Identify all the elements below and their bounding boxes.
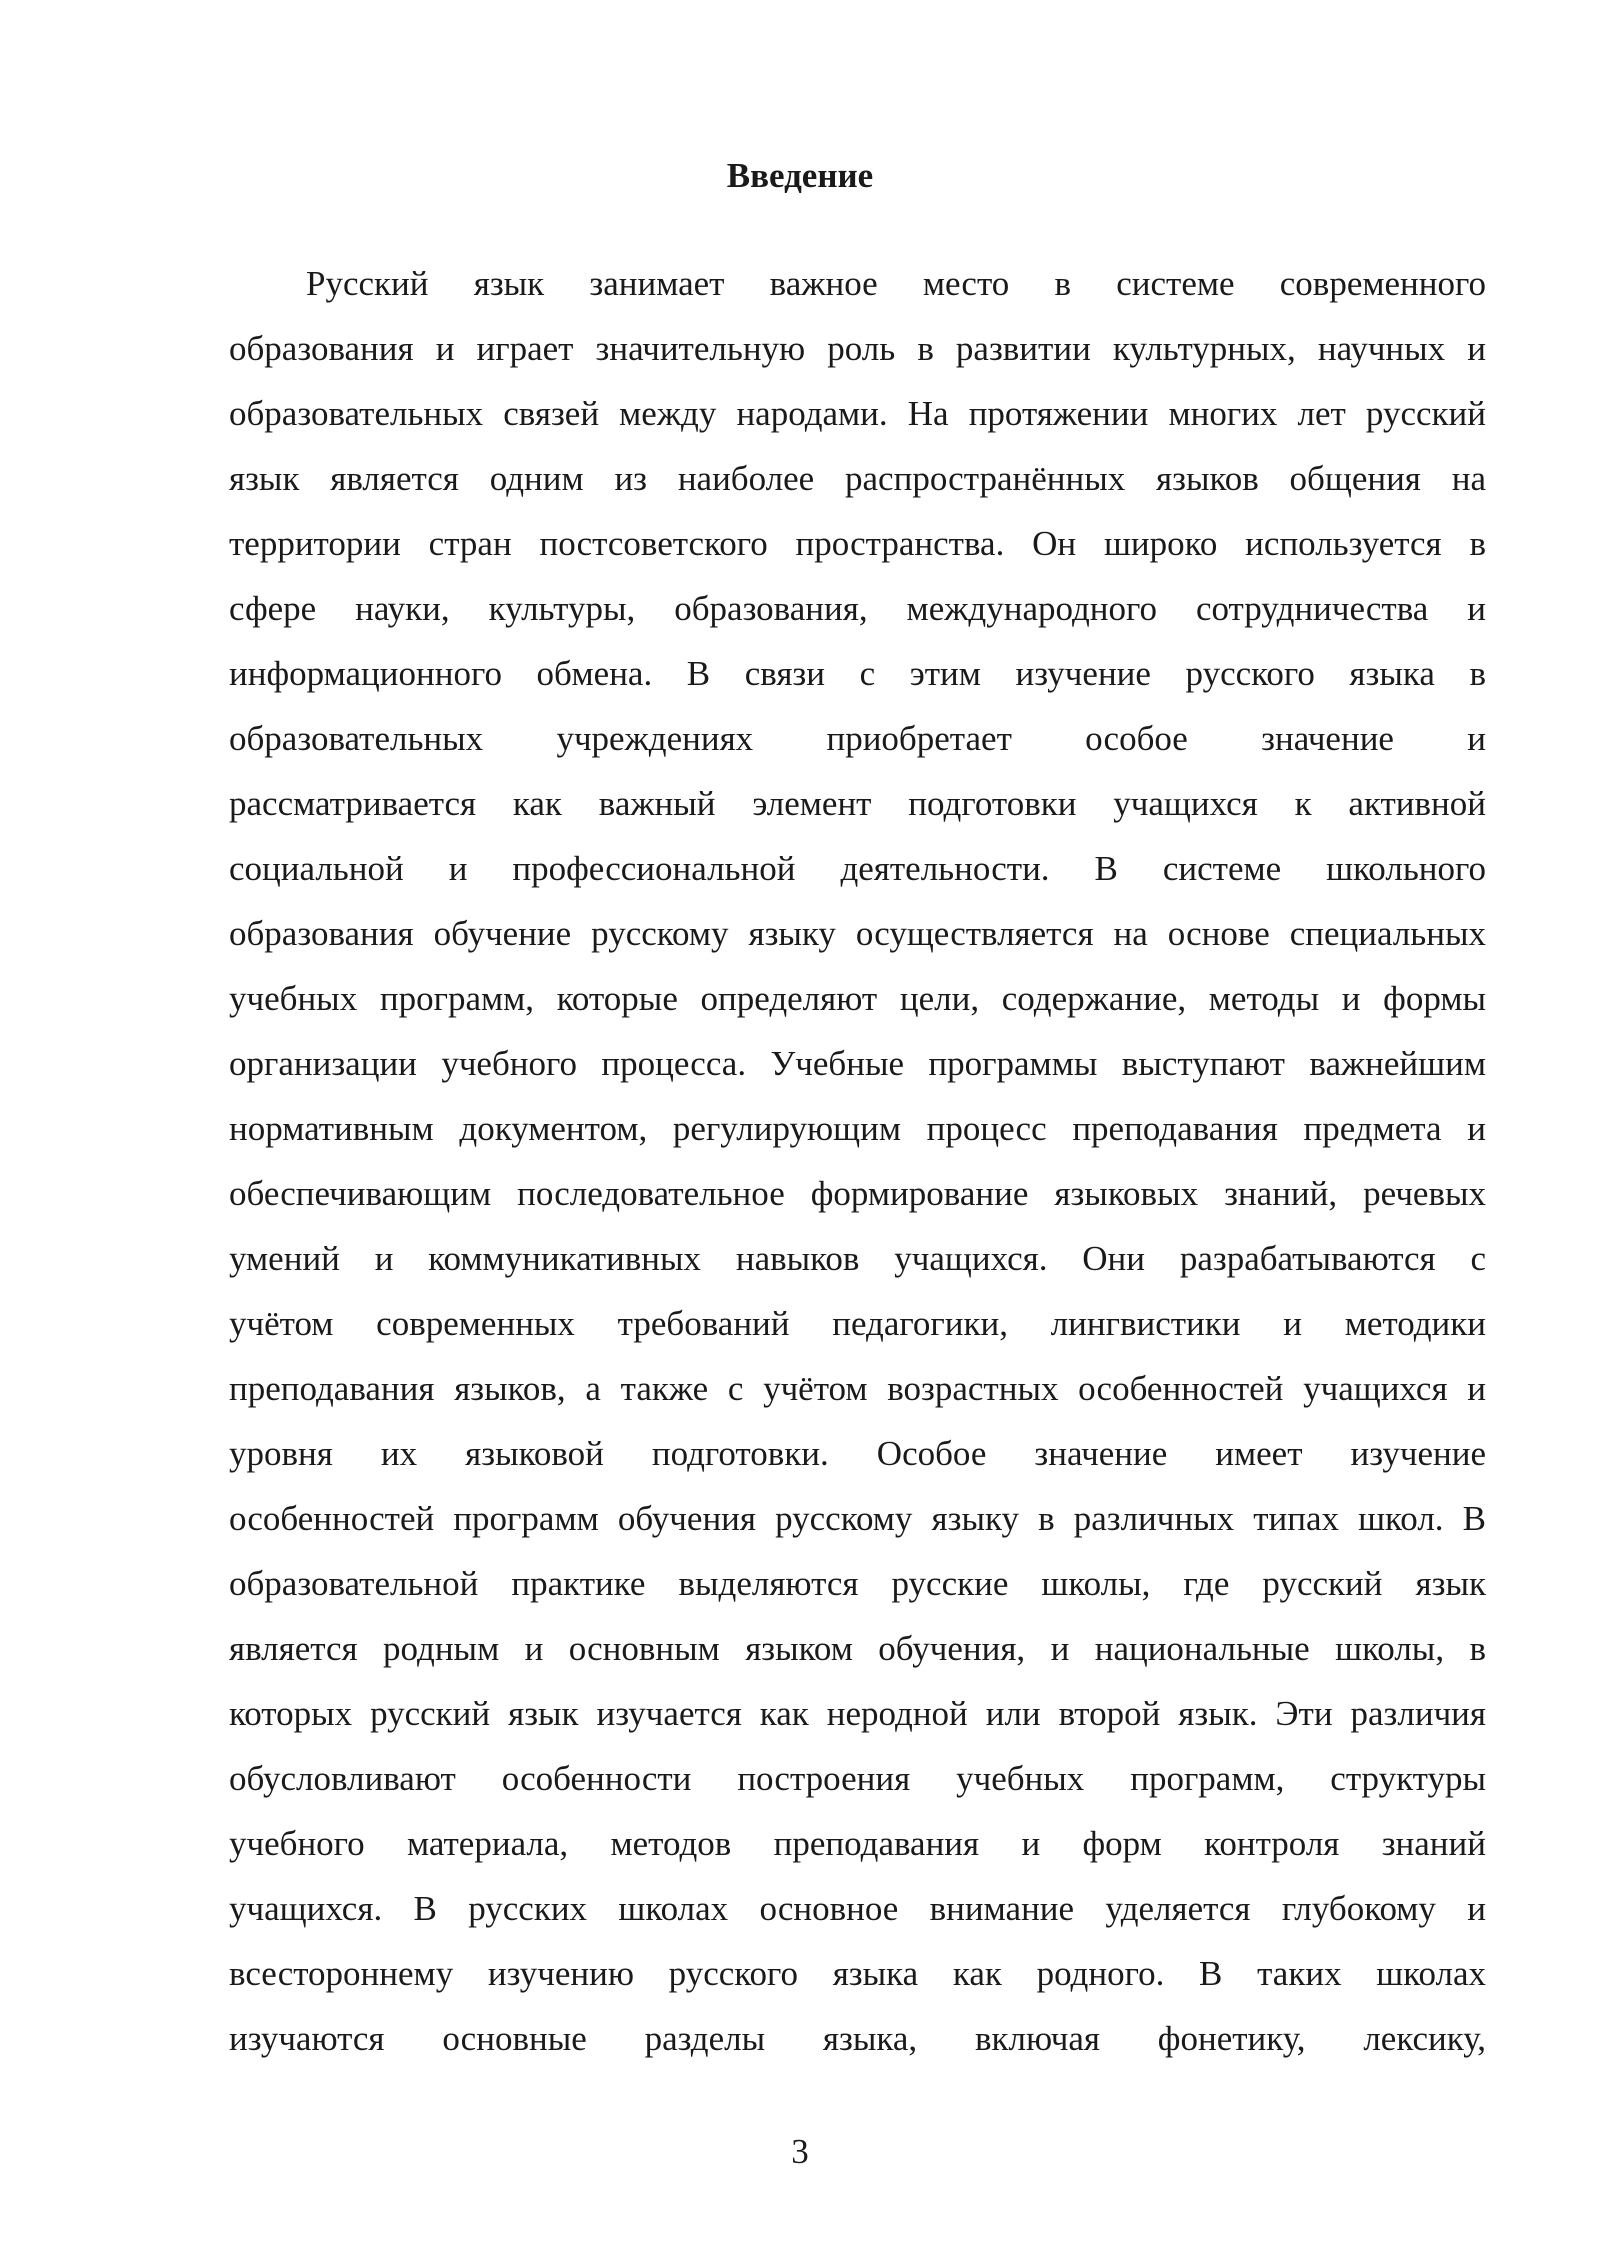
text-line: учащихся. В русских школах основное внимание уделяется глубокому и (229, 1889, 1486, 1928)
text-line: нормативным документом, регулирующим процесс преподавания предмета и (229, 1109, 1486, 1148)
text-line: образования обучение русскому языку осуществляется на основе специальных (229, 914, 1486, 953)
text-line: информационного обмена. В связи с этим изучение русского языка в (229, 654, 1486, 693)
text-line: образования и играет значительную роль в развитии культурных, научных и (229, 329, 1486, 368)
text-line: организации учебного процесса. Учебные программы выступают важнейшим (229, 1044, 1486, 1083)
text-line: учебных программ, которые определяют цели, содержание, методы и формы (229, 979, 1486, 1018)
text-line: является родным и основным языком обучения, и национальные школы, в (229, 1629, 1486, 1668)
text-line: изучаются основные разделы языка, включая фонетику, лексику, (229, 2019, 1486, 2058)
section-heading: Введение (726, 156, 874, 195)
body-paragraph (229, 251, 1486, 2071)
text-line: учебного материала, методов преподавания и форм контроля знаний (229, 1824, 1486, 1863)
text-line: территории стран постсоветского пространства. Он широко используется в (229, 524, 1486, 563)
page-number: 3 (791, 2132, 809, 2171)
text-line: умений и коммуникативных навыков учащихся. Они разрабатываются с (229, 1239, 1486, 1278)
text-line: особенностей программ обучения русскому языку в различных типах школ. В (229, 1499, 1486, 1538)
text-line: сфере науки, культуры, образования, международного сотрудничества и (229, 589, 1486, 628)
text-line: Русский язык занимает важное место в системе современного (306, 264, 1486, 303)
text-line: учётом современных требований педагогики, лингвистики и методики (229, 1304, 1486, 1343)
text-line: уровня их языковой подготовки. Особое значение имеет изучение (229, 1434, 1486, 1473)
text-line: всестороннему изучению русского языка как родного. В таких школах (229, 1954, 1486, 1993)
text-line: рассматривается как важный элемент подготовки учащихся к активной (229, 784, 1486, 823)
text-line: преподавания языков, а также с учётом возрастных особенностей учащихся и (229, 1369, 1486, 1408)
text-line: обеспечивающим последовательное формирование языковых знаний, речевых (229, 1174, 1486, 1213)
text-line: обусловливают особенности построения учебных программ, структуры (229, 1759, 1486, 1798)
text-line: которых русский язык изучается как неродной или второй язык. Эти различия (229, 1694, 1486, 1733)
text-line: социальной и профессиональной деятельности. В системе школьного (229, 849, 1486, 888)
text-line: образовательных связей между народами. На протяжении многих лет русский (229, 394, 1486, 433)
text-line: образовательных учреждениях приобретает особое значение и (229, 719, 1486, 758)
text-line: язык является одним из наиболее распространённых языков общения на (229, 459, 1486, 498)
text-line: образовательной практике выделяются русские школы, где русский язык (229, 1564, 1486, 1603)
